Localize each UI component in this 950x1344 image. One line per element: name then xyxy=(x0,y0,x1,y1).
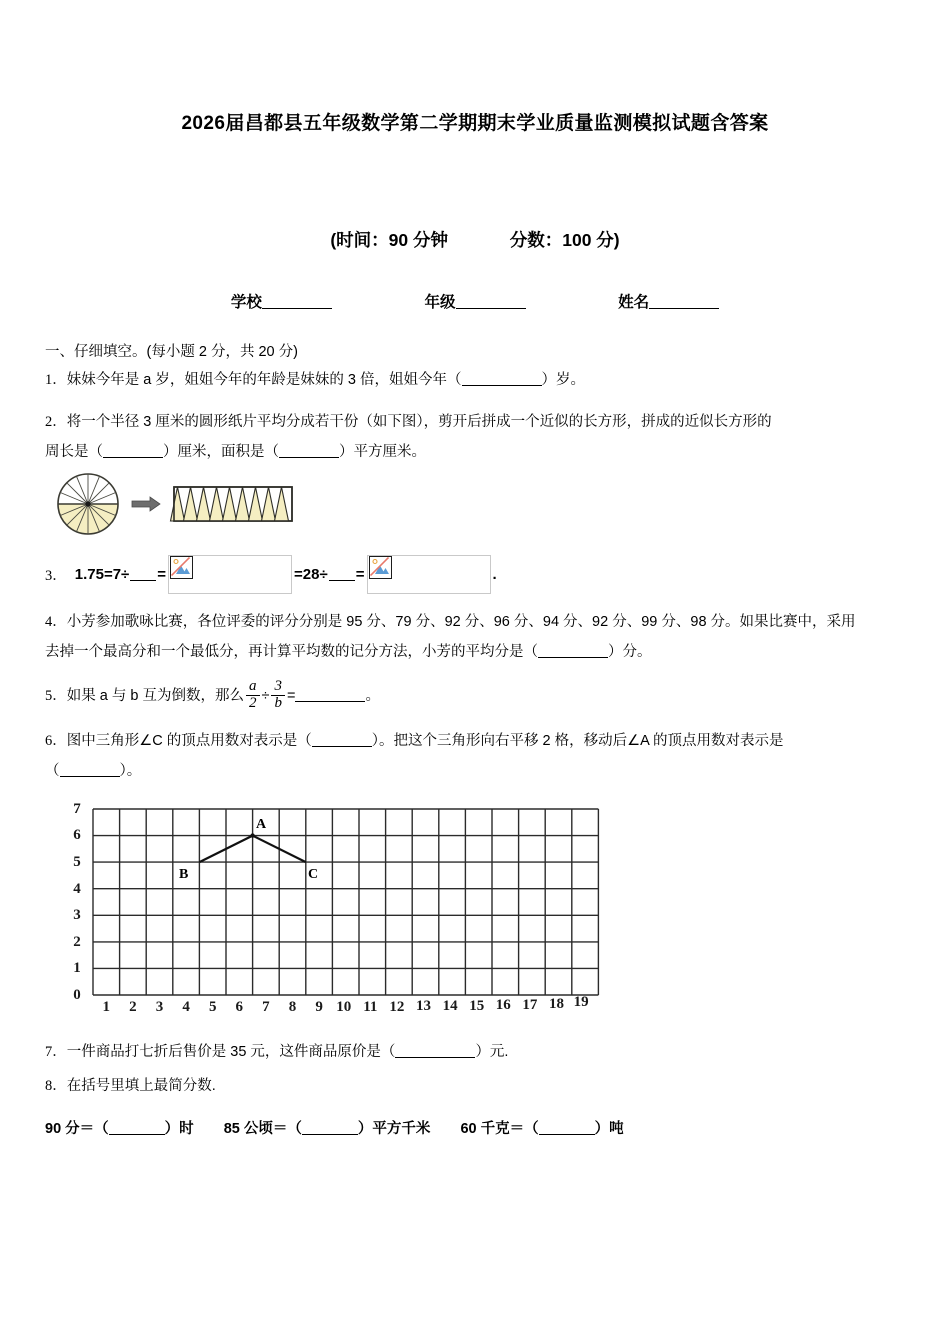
y-tick-4: 4 xyxy=(73,881,81,898)
question-1-blank[interactable] xyxy=(462,371,542,386)
section-heading: 一、仔细填空。(每小题 2 分，共 20 分) xyxy=(45,344,298,360)
fraction-numerator: a xyxy=(246,679,260,696)
question-4 xyxy=(45,608,905,636)
x-tick-17: 17 xyxy=(522,997,538,1014)
grade-field-label: 年级 xyxy=(424,294,456,311)
x-tick-6: 6 xyxy=(235,999,244,1016)
broken-image-icon xyxy=(369,556,392,579)
x-tick-15: 15 xyxy=(469,998,485,1015)
question-6-line2 xyxy=(45,757,905,785)
question-3 xyxy=(45,555,905,594)
x-tick-11: 11 xyxy=(363,999,378,1016)
question-3-number: 3． xyxy=(45,567,67,584)
fraction-denominator: b xyxy=(274,694,282,711)
rectangle-of-wedges xyxy=(171,487,293,521)
question-8 xyxy=(45,1072,905,1100)
question-6-text-d: ）。 xyxy=(119,762,142,779)
question-5-text-b: = xyxy=(286,688,296,705)
question-3-blank-2[interactable] xyxy=(329,567,355,581)
y-tick-2: 2 xyxy=(73,934,81,951)
y-tick-1: 1 xyxy=(73,960,81,977)
q8-blank-sqkm[interactable] xyxy=(302,1120,358,1135)
question-1-number: 1． xyxy=(45,371,67,388)
y-tick-6: 6 xyxy=(73,827,81,844)
question-1-text-b: ）岁。 xyxy=(541,371,585,388)
sector-circle xyxy=(58,474,118,534)
y-tick-3: 3 xyxy=(73,907,81,924)
fraction-3-over-b xyxy=(271,679,285,712)
question-4-line2 xyxy=(45,638,905,666)
question-3-expr-d: = xyxy=(355,565,365,583)
grade-field-blank[interactable] xyxy=(456,293,526,309)
question-7-text-b: ）元. xyxy=(475,1044,509,1061)
circle-rectangle-svg xyxy=(50,473,310,535)
question-8-number: 8． xyxy=(45,1078,67,1095)
q8-hectares-label: 85 公顷＝（ xyxy=(223,1120,302,1137)
question-6-text-b: ）。把这个三角形向右平移 2 格，移动后∠A 的顶点用数对表示是 xyxy=(371,732,784,749)
name-field-blank[interactable] xyxy=(649,293,719,309)
question-6 xyxy=(45,727,905,755)
question-6-text-a: 图中三角形∠C 的顶点用数对表示是（ xyxy=(66,732,312,749)
school-field-blank[interactable] xyxy=(262,293,332,309)
x-tick-13: 13 xyxy=(416,998,431,1015)
x-tick-14: 14 xyxy=(442,998,458,1015)
x-tick-4: 4 xyxy=(182,999,190,1016)
arrow-icon xyxy=(132,497,160,511)
broken-image-icon xyxy=(170,556,193,579)
exam-score-label: 分数：100 分) xyxy=(509,230,620,250)
question-3-expr-e: . xyxy=(492,565,497,583)
question-1-text-a: 妹妹今年是 a 岁，姐姐今年的年龄是妹妹的 3 倍，姐姐今年（ xyxy=(66,371,462,388)
vertex-a-point xyxy=(250,834,254,838)
name-field-label: 姓名 xyxy=(618,294,650,311)
question-3-image-placeholder-1[interactable] xyxy=(168,555,292,594)
student-fields xyxy=(45,290,905,312)
question-6-blank-2[interactable] xyxy=(60,762,120,777)
question-5 xyxy=(45,680,905,713)
question-2-line1: 将一个半径 3 厘米的圆形纸片平均分成若干份（如下图），剪开后拼成一个近似的长方形，拼成的近似长方形的 xyxy=(66,414,772,431)
x-tick-16: 16 xyxy=(495,997,511,1014)
question-4-text-a: 去掉一个最高分和一个最低分，再计算平均数的记分方法，小芳的平均分是（ xyxy=(45,643,538,660)
question-2-line2 xyxy=(45,438,905,466)
x-tick-5: 5 xyxy=(208,999,217,1016)
q8-kg-label: 60 千克＝（ xyxy=(460,1120,539,1137)
fraction-denominator: 2 xyxy=(249,694,257,711)
question-3-blank-1[interactable] xyxy=(130,567,156,581)
question-2-text-a: 周长是（ xyxy=(45,444,103,461)
x-tick-18: 18 xyxy=(549,996,564,1013)
q8-minutes-label: 90 分＝（ xyxy=(45,1120,109,1137)
question-7 xyxy=(45,1038,905,1066)
question-5-text-a: 如果 a 与 b 互为倒数，那么 xyxy=(66,688,244,705)
question-8-text-a: 在括号里填上最简分数. xyxy=(66,1078,216,1095)
question-6-text-c: （ xyxy=(45,762,60,779)
x-tick-3: 3 xyxy=(155,999,164,1016)
question-3-expr-c: =28÷ xyxy=(294,565,328,583)
question-2-text-b: ）厘米，面积是（ xyxy=(163,444,279,461)
fraction-a-over-2 xyxy=(246,679,260,712)
question-6-blank-1[interactable] xyxy=(312,732,372,747)
x-tick-9: 9 xyxy=(315,999,323,1016)
divide-operator: ÷ xyxy=(261,688,270,705)
x-tick-12: 12 xyxy=(389,999,405,1016)
question-3-expr-b: = xyxy=(157,565,167,583)
question-3-expr-a: 1.75=7÷ xyxy=(74,565,130,583)
figure-coordinate-grid xyxy=(53,799,653,1024)
question-4-line1: 小芳参加歌咏比赛，各位评委的评分分别是 95 分、79 分、92 分、96 分、94 分、92 分、99 分、98 分。如果比赛中，采用 xyxy=(66,613,856,630)
question-2-blank-perimeter[interactable] xyxy=(103,444,163,459)
question-7-text-a: 一件商品打七折后售价是 35 元，这件商品原价是（ xyxy=(66,1044,396,1061)
y-tick-7: 7 xyxy=(73,801,81,818)
question-2-blank-area[interactable] xyxy=(279,444,339,459)
page-title: 2026届昌都县五年级数学第二学期期末学业质量监测模拟试题含答案 xyxy=(181,113,769,134)
question-5-number: 5． xyxy=(45,688,67,705)
point-label-a: A xyxy=(256,817,267,833)
school-field-label: 学校 xyxy=(230,294,262,311)
q8-sqkm-label: ）平方千米 xyxy=(357,1120,431,1137)
x-tick-7: 7 xyxy=(262,999,270,1016)
point-label-b: B xyxy=(179,867,189,883)
x-tick-1: 1 xyxy=(102,999,111,1016)
x-tick-10: 10 xyxy=(336,999,352,1016)
question-5-text-c: 。 xyxy=(365,688,380,705)
y-tick-0: 0 xyxy=(73,987,81,1004)
question-4-number: 4． xyxy=(45,613,67,630)
figure-circle-to-rectangle xyxy=(50,473,905,535)
question-8-conversions xyxy=(45,1117,905,1138)
x-tick-2: 2 xyxy=(129,999,137,1016)
q8-blank-hours[interactable] xyxy=(109,1120,165,1135)
exam-time-label: (时间：90 分钟 xyxy=(330,230,448,250)
point-label-c: C xyxy=(308,867,319,883)
y-tick-5: 5 xyxy=(73,854,81,871)
q8-blank-ton[interactable] xyxy=(539,1120,595,1135)
question-7-blank[interactable] xyxy=(395,1043,475,1058)
question-4-blank[interactable] xyxy=(538,643,608,658)
question-2 xyxy=(45,408,905,436)
exam-info-line xyxy=(45,227,905,252)
q8-hours-label: ）时 xyxy=(164,1120,194,1137)
x-tick-8: 8 xyxy=(288,999,297,1016)
question-1 xyxy=(45,366,905,394)
question-7-number: 7． xyxy=(45,1044,67,1061)
coordinate-grid-svg xyxy=(53,799,653,1024)
fraction-numerator: 3 xyxy=(271,679,285,696)
q8-ton-label: ）吨 xyxy=(594,1120,624,1137)
question-4-text-b: ）分。 xyxy=(608,643,652,660)
question-2-text-c: ）平方厘米。 xyxy=(339,444,426,461)
question-3-image-placeholder-2[interactable] xyxy=(367,555,491,594)
question-5-blank[interactable] xyxy=(295,687,365,702)
question-2-number: 2． xyxy=(45,414,67,431)
question-6-number: 6． xyxy=(45,732,67,749)
x-tick-19: 19 xyxy=(573,994,589,1011)
